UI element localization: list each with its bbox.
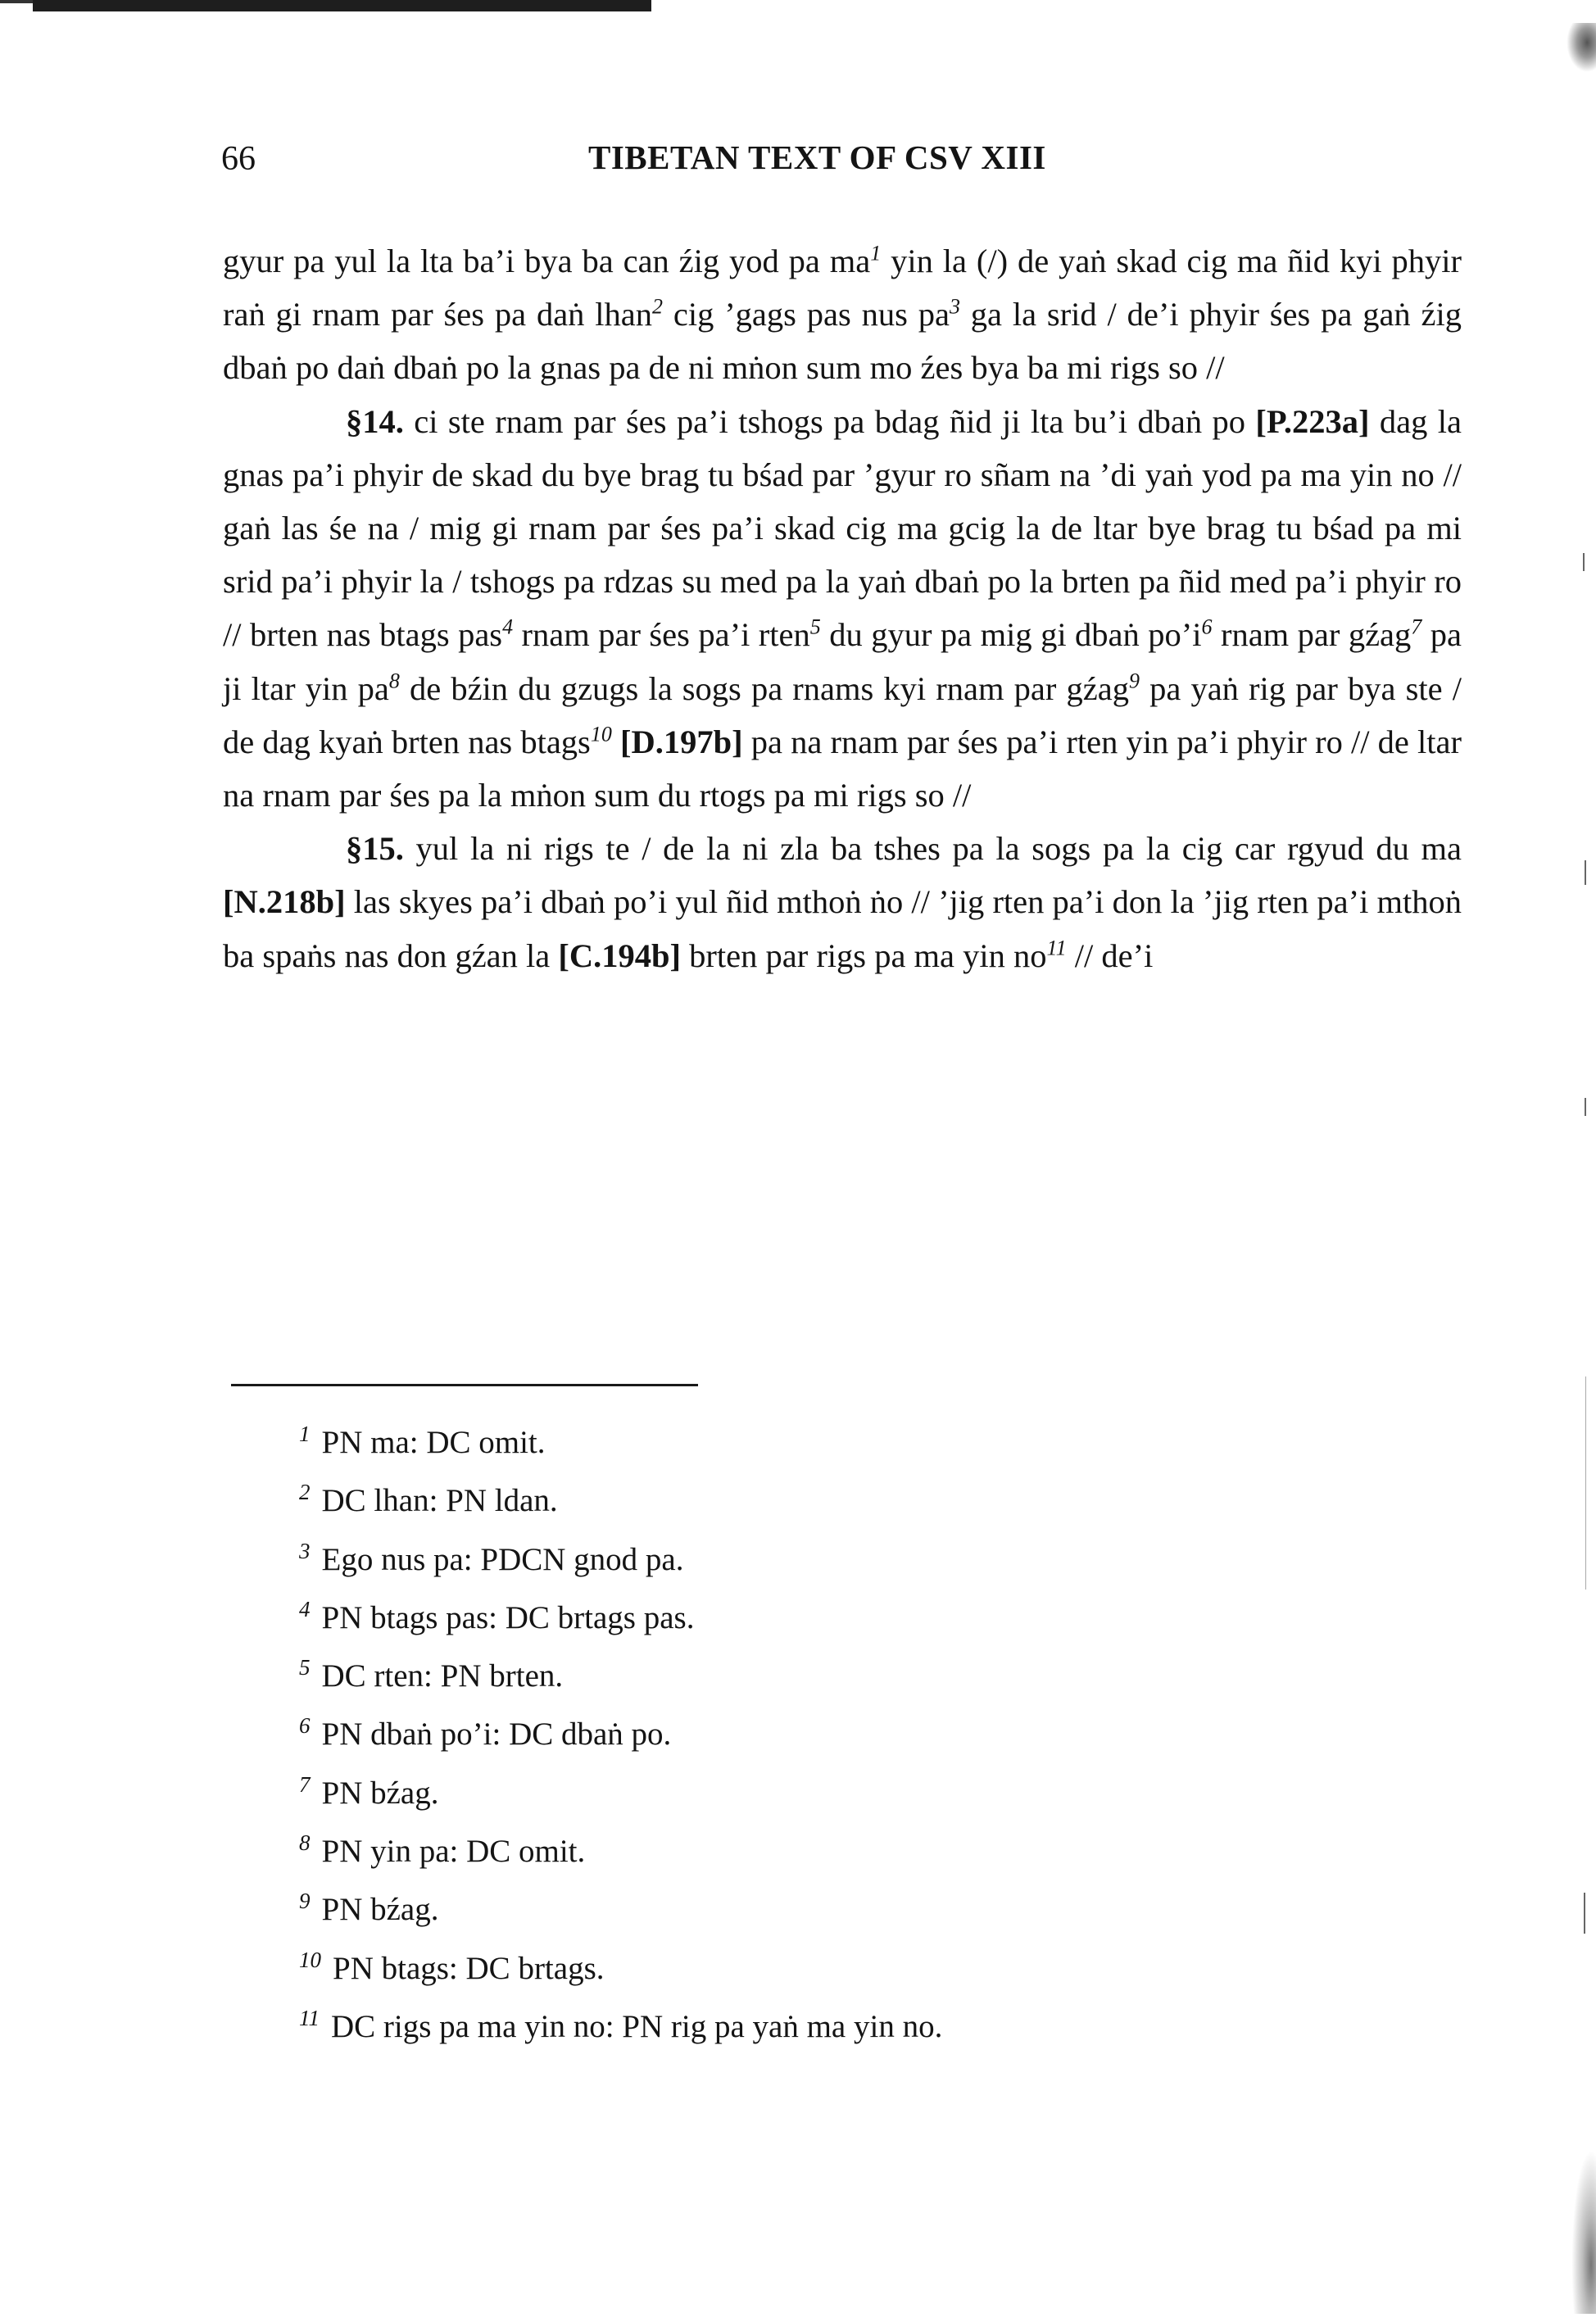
text-run: ga la srid / de’i phyir śes pa gaṅ źig dbaṅ po daṅ dbaṅ po la gnas pa de ni mṅon sum mo źes bya ba mi rigs so // [223, 296, 1462, 387]
folio-ref: [C.194b] [558, 937, 682, 974]
text-run: du gyur pa mig gi dbaṅ po’i [820, 616, 1202, 654]
scan-edge-mark [1585, 860, 1586, 885]
scan-edge-mark [1585, 1376, 1586, 1590]
text-run: pa ji ltar yin pa [223, 616, 1462, 707]
section-number: §15. [346, 830, 404, 868]
footnote [299, 1880, 942, 1939]
footnote-ref: 7 [1411, 615, 1422, 639]
scan-edge-mark [1584, 1893, 1585, 1934]
footnote-text: PN btags pas: DC brtags pas. [321, 1599, 695, 1635]
text-run: las skyes pa’i dbaṅ po’i yul ñid mthoṅ ṅo // ’jig rten pa’i don la ’jig rten pa’i mthoṅ ba spaṅs nas don gźan la [223, 883, 1462, 974]
footnote-ref: 4 [502, 615, 514, 639]
folio-ref: [P.223a] [1255, 402, 1370, 440]
text-run: yin la (/) de yaṅ skad cig ma ñid kyi phyir raṅ gi rnam par śes pa daṅ lhan [223, 243, 1462, 333]
footnote-text: DC rigs pa ma yin no: PN rig pa yaṅ ma yin no. [331, 2008, 943, 2044]
text-run: ci ste rnam par śes pa’i tshogs pa bdag ñid ji lta bu’i dbaṅ po [403, 402, 1256, 440]
scan-edge-smudge [1571, 2150, 1596, 2314]
footnote-number: 4 [299, 1596, 311, 1621]
footnote-ref: 3 [949, 294, 960, 319]
footnote [299, 1589, 942, 1647]
footnote-ref: 5 [809, 615, 821, 639]
footnote-number: 1 [299, 1422, 311, 1446]
text-run: rnam par gźag [1212, 616, 1412, 654]
footnote [299, 1413, 942, 1472]
running-head: TIBETAN TEXT OF CSV XIII [588, 138, 1046, 176]
footnotes [299, 1413, 942, 2056]
footnote-ref: 9 [1128, 669, 1140, 693]
text-run [612, 723, 620, 760]
text-run: yul la ni rigs te / de la ni zla ba tshes pa la sogs pa la cig car rgyud du ma [403, 830, 1462, 868]
footnote [299, 1939, 942, 1998]
footnote-ref: 8 [388, 669, 400, 693]
footnote-text: DC rten: PN brten. [321, 1658, 564, 1694]
text-run: cig ’gags pas nus pa [663, 296, 950, 333]
footnote-ref: 1 [870, 241, 882, 265]
text-run: pa yaṅ rig par bya ste / de dag kyaṅ brten nas btags [223, 669, 1462, 760]
footnote [299, 1705, 942, 1763]
text-run: rnam par śes pa’i rten [513, 616, 810, 654]
scan-edge-mark [1585, 1098, 1586, 1116]
paragraph [223, 234, 1462, 395]
footnote-text: DC lhan: PN ldan. [321, 1483, 558, 1519]
text-run: // de’i [1066, 937, 1154, 974]
footnote-number: 10 [299, 1947, 321, 1972]
paragraph [223, 395, 1462, 823]
footnote-number: 9 [299, 1889, 311, 1914]
footnote-text: PN ma: DC omit. [321, 1425, 546, 1460]
section-number: §14. [346, 402, 404, 440]
footnote-number: 7 [299, 1771, 311, 1797]
footnote-text: PN bźag. [321, 1775, 439, 1811]
footnote-ref: 6 [1201, 615, 1213, 639]
text-run: de bźin du gzugs la sogs pa rnams kyi rnam par gźag [399, 669, 1129, 707]
body-text [223, 234, 1462, 982]
footnote-number: 6 [299, 1713, 311, 1739]
footnote-number: 3 [299, 1538, 311, 1563]
footnote-text: PN bźag. [321, 1892, 439, 1928]
text-run: pa na rnam par śes pa’i rten yin pa’i phyir ro // de ltar na rnam par śes pa la mṅon sum du rtogs pa mi rigs so // [223, 723, 1462, 814]
scan-corner-smudge [1567, 23, 1596, 72]
footnote-number: 11 [299, 2005, 320, 2030]
folio-ref: [N.218b] [223, 883, 346, 921]
text-run: gyur pa yul la lta ba’i bya ba can źig yod pa ma [223, 243, 871, 279]
paragraph [223, 822, 1462, 982]
folio-ref: [D.197b] [619, 723, 743, 760]
footnote [299, 1764, 942, 1822]
scan-edge-mark [0, 0, 33, 3]
text-run: brten par rigs pa ma yin no [681, 937, 1047, 974]
footnote-number: 8 [299, 1830, 311, 1856]
footnote-ref: 2 [652, 294, 664, 319]
footnote-text: PN yin pa: DC omit. [321, 1834, 586, 1870]
footnote [299, 1647, 942, 1705]
page-number: 66 [221, 140, 256, 178]
footnote-text: PN dbaṅ po’i: DC dbaṅ po. [321, 1717, 672, 1753]
scan-edge-mark [1583, 553, 1585, 571]
footnote-text: Ego nus pa: PDCN gnod pa. [321, 1541, 684, 1577]
footnote-ref: 11 [1046, 936, 1067, 960]
footnote-text: PN btags: DC brtags. [333, 1950, 605, 1986]
footnote [299, 1472, 942, 1530]
scan-top-bar [33, 0, 651, 11]
footnote-ref: 10 [590, 722, 612, 746]
footnote [299, 1531, 942, 1589]
footnote-rule [231, 1384, 698, 1386]
footnote [299, 1998, 942, 2056]
footnote-number: 2 [299, 1480, 311, 1505]
text-run: dag la gnas pa’i phyir de skad du bye brag tu bśad par ’gyur ro sñam na ’di yaṅ yod pa ma yin no // gaṅ las śe na / mig gi rnam par śes pa’i skad cig ma gcig la de ltar bye brag tu bśad pa mi srid pa’i phyir la / tshogs pa rdzas su med pa la yaṅ dbaṅ po la brten pa ñid med pa’i phyir ro // brten nas btags pas [223, 402, 1462, 654]
footnote-number: 5 [299, 1655, 311, 1680]
footnote [299, 1822, 942, 1880]
